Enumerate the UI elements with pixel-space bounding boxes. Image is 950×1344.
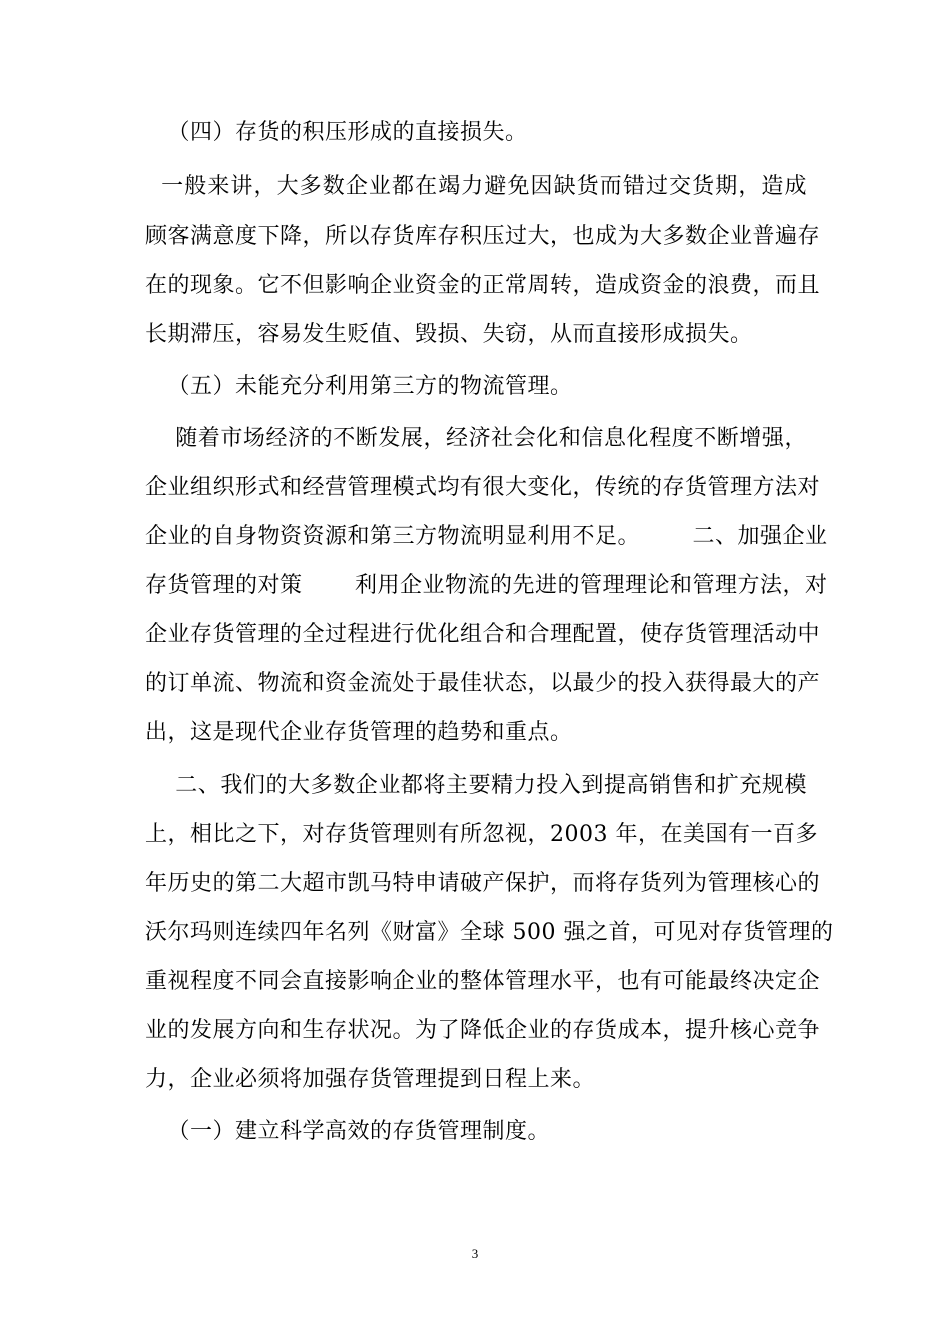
section-heading-one: （一）建立科学高效的存货管理制度。	[145, 1119, 550, 1144]
paragraph-line: 业的发展方向和生存状况。为了降低企业的存货成本，提升核心竞争	[145, 1018, 821, 1043]
paragraph-line: 企业组织形式和经营管理模式均有很大变化，传统的存货管理方法对	[145, 475, 821, 500]
paragraph-line: 重视程度不同会直接影响企业的整体管理水平，也有可能最终决定企	[145, 969, 821, 994]
paragraph-line: 顾客满意度下降，所以存货库存积压过大，也成为大多数企业普遍存	[145, 224, 821, 249]
paragraph-line: 企业的自身物资资源和第三方物流明显利用不足。 二、加强企业	[145, 524, 828, 549]
page-number: 3	[471, 1246, 479, 1261]
paragraph-line: 存货管理的对策 利用企业物流的先进的管理理论和管理方法，对	[145, 573, 828, 598]
paragraph-line: 年历史的第二大超市凯马特申请破产保护，而将存货列为管理核心的	[145, 871, 821, 896]
section-heading-five: （五）未能充分利用第三方的物流管理。	[145, 374, 573, 399]
paragraph-line: 沃尔玛则连续四年名列《财富》全球 500 强之首，可见对存货管理的	[145, 920, 834, 945]
paragraph-line: 长期滞压，容易发生贬值、毁损、失窃，从而直接形成损失。	[145, 322, 753, 347]
paragraph-line: 二、我们的大多数企业都将主要精力投入到提高销售和扩充规模	[145, 773, 807, 798]
paragraph-line: 的订单流、物流和资金流处于最佳状态，以最少的投入获得最大的产	[145, 671, 821, 696]
paragraph-line: 随着市场经济的不断发展，经济社会化和信息化程度不断增强，	[145, 426, 807, 451]
section-heading-four: （四）存货的积压形成的直接损失。	[145, 120, 528, 145]
paragraph-line: 企业存货管理的全过程进行优化组合和合理配置，使存货管理活动中	[145, 622, 821, 647]
paragraph-line: 上，相比之下，对存货管理则有所忽视，2003 年，在美国有一百多	[145, 822, 818, 847]
paragraph-line: 一般来讲，大多数企业都在竭力避免因缺货而错过交货期，造成	[145, 174, 807, 199]
paragraph-line: 出，这是现代企业存货管理的趋势和重点。	[145, 720, 573, 745]
paragraph-line: 在的现象。它不但影响企业资金的正常周转，造成资金的浪费，而且	[145, 273, 821, 298]
paragraph-line: 力，企业必须将加强存货管理提到日程上来。	[145, 1067, 596, 1092]
